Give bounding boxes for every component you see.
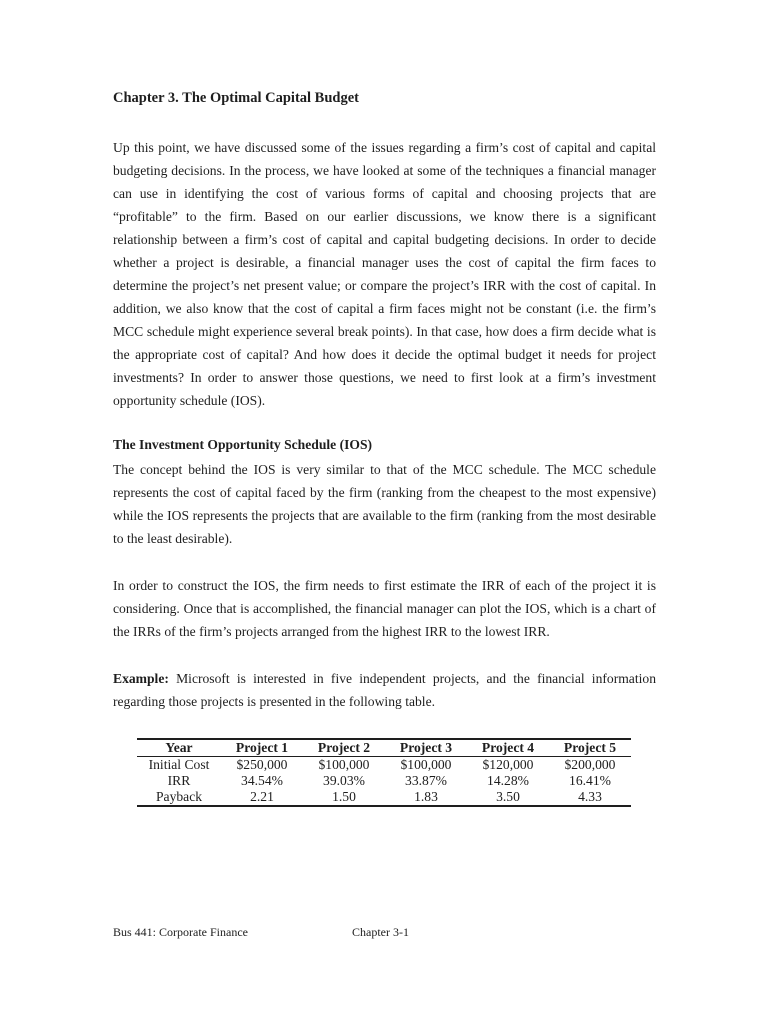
table-row [137, 773, 631, 789]
table-cell: Initial Cost [148, 757, 210, 772]
table-cell: IRR [167, 773, 191, 788]
table-cell: 1.50 [303, 789, 385, 806]
table-header-cell: Project 5 [549, 739, 631, 757]
projects-table [137, 738, 631, 807]
table-cell: 4.33 [549, 789, 631, 806]
example-paragraph [113, 667, 656, 713]
table-cell: 3.50 [467, 789, 549, 806]
table-cell: $120,000 [482, 757, 534, 772]
intro-paragraph: Up this point, we have discussed some of the issues regarding a firm’s cost of capital and capital budgeting decisions. In the process, we have looked at some of the techniques a financial manager can use in identifying the cost of various forms of capital and choosing projects that are “profitable” to the firm. Based on our earlier discussions, we know there is a significant relationship between a firm’s cost of capital and capital budgeting decisions. In order to decide whether a project is desirable, a financial manager uses the cost of capital the firm faces to determine the project’s net present value; or compare the project’s IRR with the cost of capital. In addition, we also know that the cost of capital a firm faces might not be constant (i.e. the firm’s MCC schedule might experience several break points). In that case, how does a firm decide what is the appropriate cost of capital? And how does it decide the optimal budget it needs for project investments? In order to answer those questions, we need to first look at a firm’s investment opportunity schedule (IOS). [113, 140, 656, 408]
example-label: Example: [113, 671, 169, 686]
example-text: Microsoft is interested in five independent projects, and the financial information regarding those projects is presented in the following table. [113, 671, 656, 709]
table-cell: $100,000 [400, 757, 452, 772]
table-cell: $250,000 [236, 757, 288, 772]
footer-course: Bus 441: Corporate Finance [113, 925, 248, 939]
table-row [137, 789, 631, 806]
table-cell: 16.41% [569, 773, 611, 788]
table-cell: $100,000 [318, 757, 370, 772]
table-header-cell: Project 4 [467, 739, 549, 757]
footer-page-number: Chapter 3-1 [352, 925, 409, 939]
table-header-cell: Year [137, 739, 221, 757]
table-cell: 39.03% [323, 773, 365, 788]
table-cell: 2.21 [221, 789, 303, 806]
table-header-cell: Project 3 [385, 739, 467, 757]
section-heading: The Investment Opportunity Schedule (IOS) [113, 437, 373, 452]
table-header-cell: Project 2 [303, 739, 385, 757]
chapter-title: Chapter 3. The Optimal Capital Budget [113, 90, 359, 106]
table-cell: $200,000 [564, 757, 616, 772]
construct-paragraph: In order to construct the IOS, the firm needs to first estimate the IRR of each of the project it is considering. Once that is accomplished, the financial manager can plot the IOS, which is a chart of the IRRs of the firm’s projects arranged from the highest IRR to the lowest IRR. [113, 578, 656, 639]
table-header-cell: Project 1 [221, 739, 303, 757]
ios-paragraph: The concept behind the IOS is very similar to that of the MCC schedule. The MCC schedule represents the cost of capital faced by the firm (ranking from the cheapest to the most expensive) while the IOS represents the projects that are available to the firm (ranking from the most desirable to the least desirable). [113, 462, 656, 546]
table-cell: 14.28% [487, 773, 529, 788]
table-cell: Payback [137, 789, 221, 806]
table-cell: 1.83 [385, 789, 467, 806]
table-header-row [137, 739, 631, 757]
table-row [137, 757, 631, 774]
table-cell: 33.87% [405, 773, 447, 788]
table-cell: 34.54% [241, 773, 283, 788]
